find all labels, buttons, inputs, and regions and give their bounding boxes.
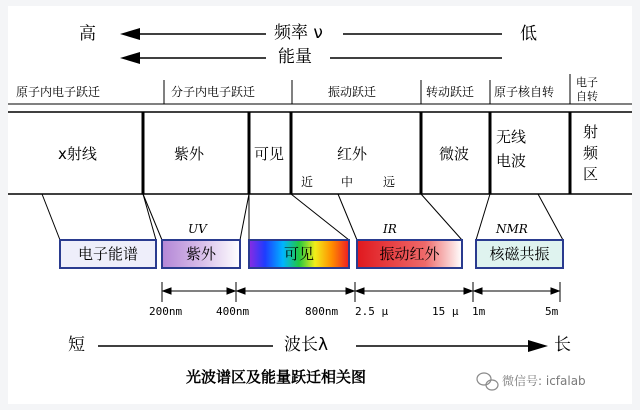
diagram-title: 光波谱区及能量跃迁相关图	[186, 368, 367, 386]
short-label: 短	[68, 335, 85, 355]
region-rf-line3: 区	[583, 165, 599, 183]
abbrev-uv: UV	[188, 222, 207, 236]
transition-electron-spin: 电子自转	[576, 76, 598, 103]
spectroscopy-uv: 紫外	[185, 244, 216, 263]
abbrev-ir: IR	[383, 222, 397, 236]
region-xray: x射线	[58, 145, 97, 163]
region-microwave: 微波	[439, 145, 470, 163]
wechat-icon	[477, 373, 498, 390]
funnel-lines	[42, 194, 563, 240]
low-label: 低	[520, 24, 537, 44]
wavelength-2-5um: 2.5 μ	[355, 305, 389, 318]
region-uv: 紫外	[174, 145, 205, 163]
spectroscopy-electron-energy: 电子能谱	[77, 244, 138, 263]
wavelength-800nm: 800nm	[305, 305, 339, 318]
spectroscopy-visible: 可见	[283, 244, 314, 263]
wavelength-15um: 15 μ	[432, 305, 459, 318]
region-ir-near: 近	[301, 175, 314, 189]
wavelength-dimension-lines	[162, 282, 560, 302]
wavelength-label: 波长λ	[284, 335, 329, 355]
wavelength-5m: 5m	[545, 305, 559, 318]
transition-vibrational: 振动跃迁	[328, 85, 377, 99]
region-radio-line1: 无线	[496, 128, 527, 146]
abbrev-nmr: NMR	[496, 222, 528, 236]
energy-label: 能量	[278, 47, 312, 67]
region-radio-line2: 电波	[496, 152, 527, 170]
transition-molecular-electron: 分子内电子跃迁	[171, 85, 256, 99]
spectroscopy-ir: 振动红外	[379, 244, 440, 263]
watermark-text: 微信号: icfalab	[502, 374, 586, 388]
transition-atomic-electron: 原子内电子跃迁	[16, 85, 101, 99]
wavelength-1m: 1m	[472, 305, 486, 318]
diagram-panel	[8, 6, 632, 404]
region-ir-mid: 中	[341, 175, 354, 189]
region-rf-line2: 频	[583, 144, 599, 162]
wavelength-400nm: 400nm	[216, 305, 250, 318]
wavelength-200nm: 200nm	[149, 305, 183, 318]
transition-nuclear-spin: 原子核自转	[494, 85, 555, 99]
spectroscopy-nmr: 核磁共振	[489, 244, 550, 263]
long-label: 长	[554, 335, 571, 355]
region-band-borders	[8, 112, 632, 194]
region-rf-line1: 射	[583, 123, 599, 141]
high-label: 高	[79, 24, 96, 44]
region-ir-far: 远	[383, 175, 396, 189]
region-ir: 红外	[337, 145, 368, 163]
region-visible: 可见	[254, 145, 285, 163]
transition-rotational: 转动跃迁	[426, 85, 475, 99]
frequency-label: 频率 ν	[274, 23, 323, 43]
